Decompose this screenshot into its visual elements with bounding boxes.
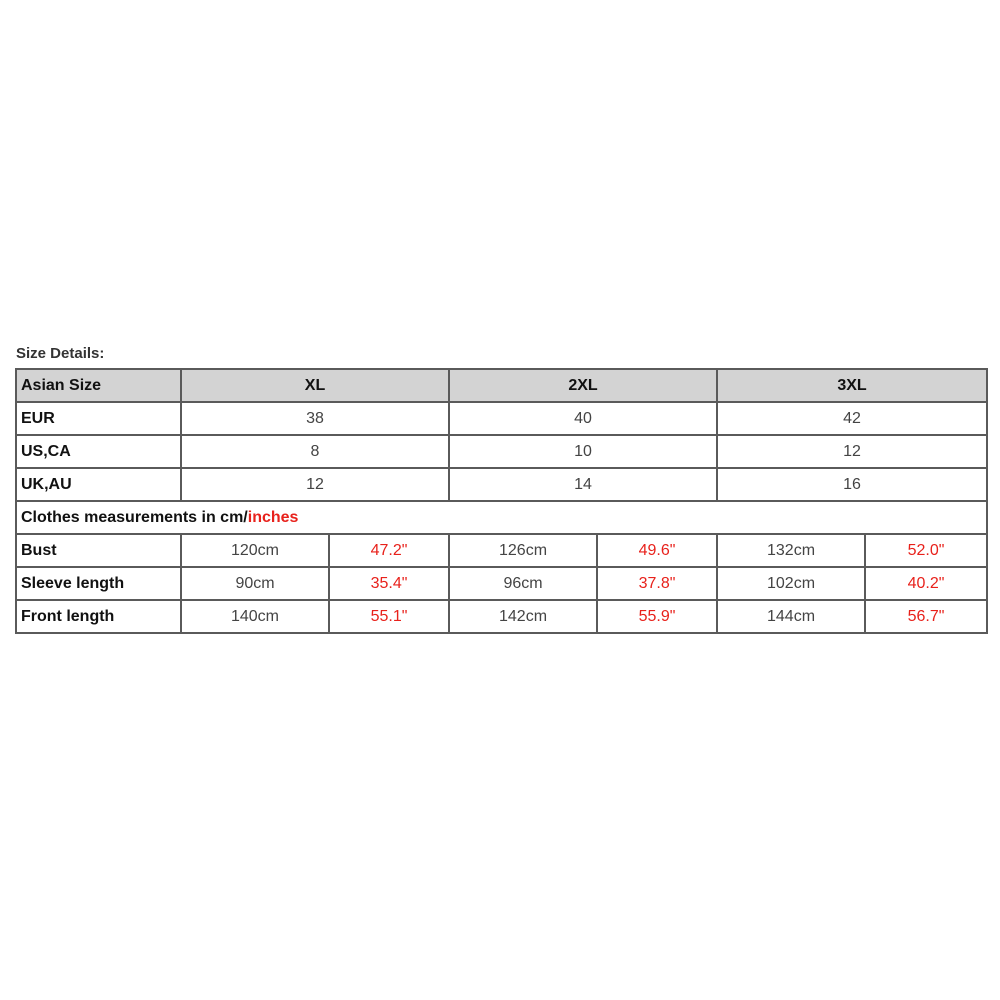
cm-cell: 132cm xyxy=(717,534,865,567)
section-row xyxy=(16,501,987,534)
cm-cell: 96cm xyxy=(449,567,597,600)
table-cell: 40 xyxy=(449,402,717,435)
table-cell: 12 xyxy=(181,468,449,501)
inch-cell: 55.9" xyxy=(597,600,717,633)
cm-cell: 120cm xyxy=(181,534,329,567)
cm-cell: 126cm xyxy=(449,534,597,567)
row-label: US,CA xyxy=(16,435,181,468)
size-details-title: Size Details: xyxy=(16,345,105,362)
inch-cell: 49.6" xyxy=(597,534,717,567)
table-row-front-length xyxy=(16,600,987,633)
table-cell: 16 xyxy=(717,468,987,501)
cm-cell: 90cm xyxy=(181,567,329,600)
row-label: Front length xyxy=(16,600,181,633)
table-row-eur xyxy=(16,402,987,435)
inch-cell: 52.0" xyxy=(865,534,987,567)
section-prefix: Clothes measurements in cm/ xyxy=(21,508,248,526)
table-row-bust xyxy=(16,534,987,567)
cm-cell: 140cm xyxy=(181,600,329,633)
table-cell: 38 xyxy=(181,402,449,435)
table-cell: 14 xyxy=(449,468,717,501)
inch-cell: 40.2" xyxy=(865,567,987,600)
table-cell: 8 xyxy=(181,435,449,468)
size-header-3xl: 3XL xyxy=(717,369,987,402)
table-row-sleeve-length xyxy=(16,567,987,600)
inch-cell: 37.8" xyxy=(597,567,717,600)
table-row-uk-au xyxy=(16,468,987,501)
table-cell: 12 xyxy=(717,435,987,468)
inch-cell: 56.7" xyxy=(865,600,987,633)
size-header-xl: XL xyxy=(181,369,449,402)
table-cell: 42 xyxy=(717,402,987,435)
header-label: Asian Size xyxy=(16,369,181,402)
inch-cell: 55.1" xyxy=(329,600,449,633)
cm-cell: 142cm xyxy=(449,600,597,633)
row-label: EUR xyxy=(16,402,181,435)
cm-cell: 144cm xyxy=(717,600,865,633)
table-cell: 10 xyxy=(449,435,717,468)
inch-cell: 47.2" xyxy=(329,534,449,567)
inch-cell: 35.4" xyxy=(329,567,449,600)
size-chart-table xyxy=(15,368,988,634)
table-row-us-ca xyxy=(16,435,987,468)
table-header-row xyxy=(16,369,987,402)
size-header-2xl: 2XL xyxy=(449,369,717,402)
row-label: Sleeve length xyxy=(16,567,181,600)
measurements-section-label xyxy=(16,501,987,534)
cm-cell: 102cm xyxy=(717,567,865,600)
section-inches-highlight: inches xyxy=(247,508,299,526)
row-label: Bust xyxy=(16,534,181,567)
row-label: UK,AU xyxy=(16,468,181,501)
